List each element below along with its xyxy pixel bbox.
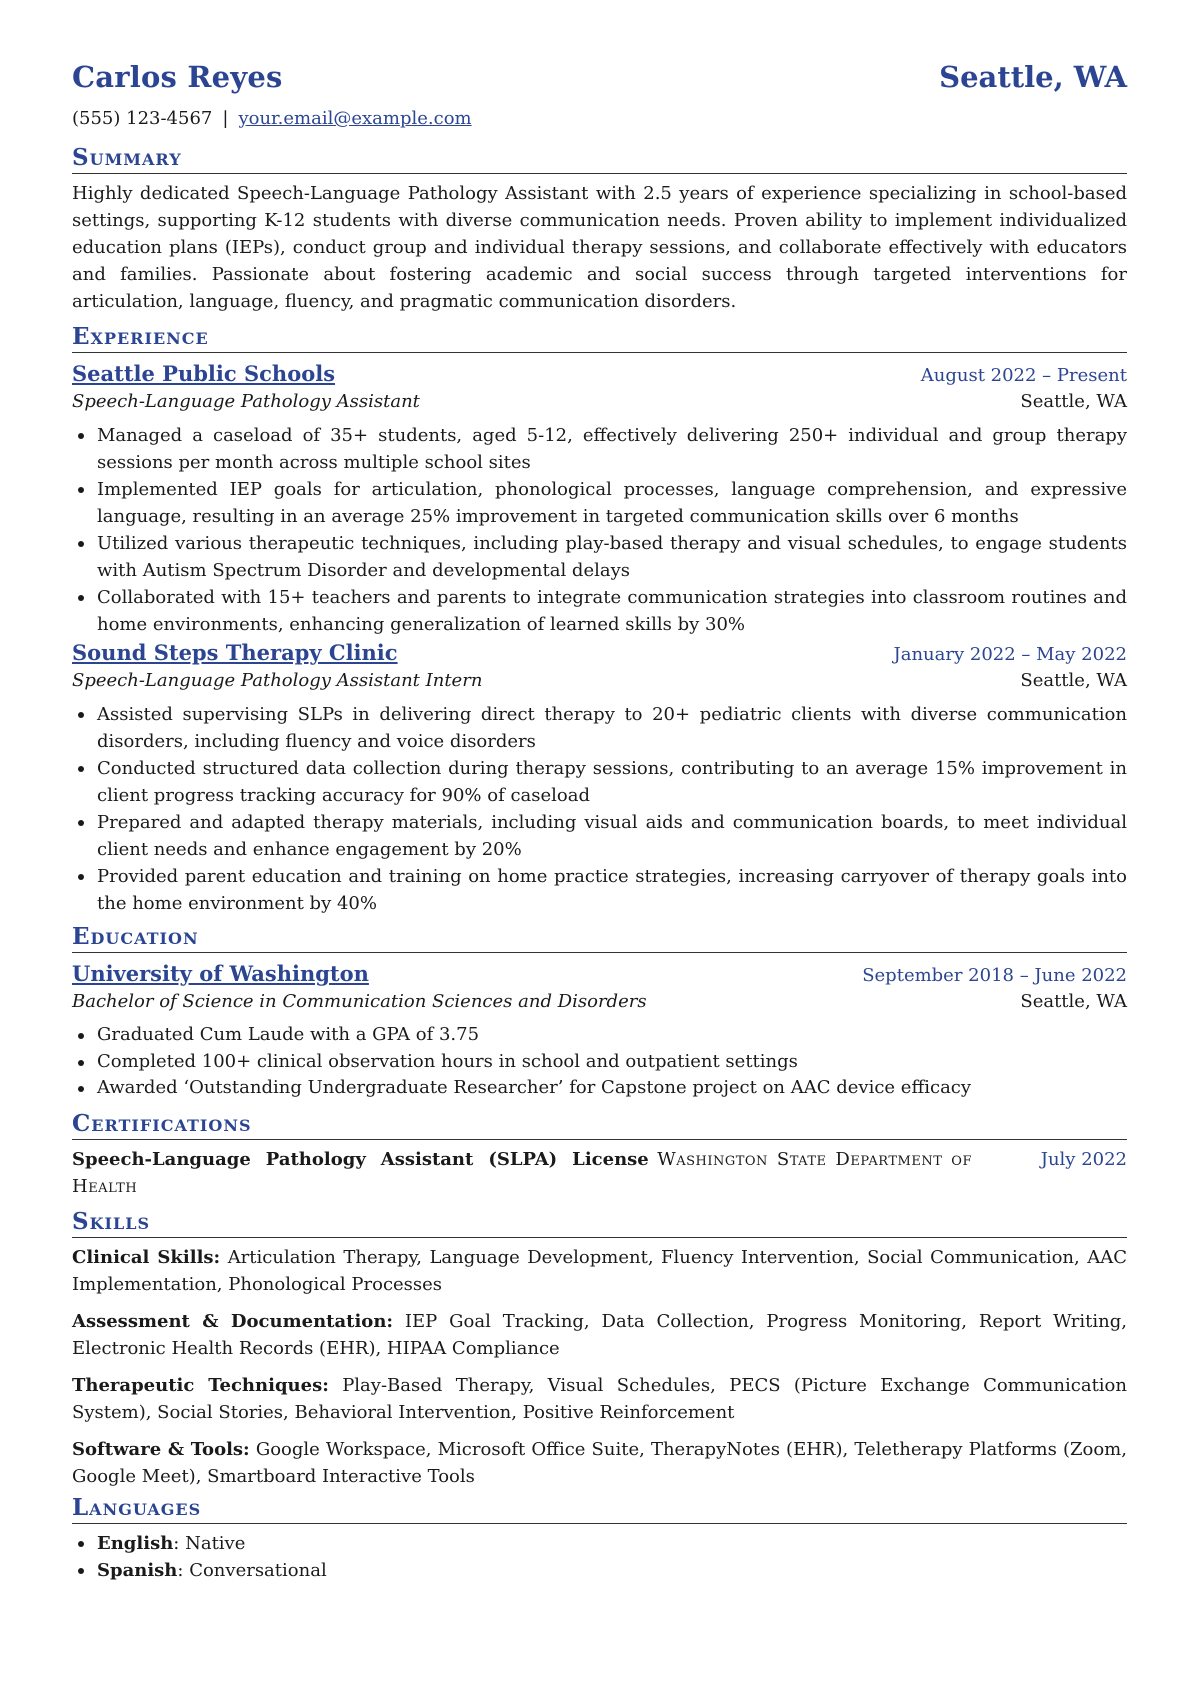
list-item: Prepared and adapted therapy materials, including visual aids and communication boards, to meet individual client needs and enhance engagement by 20% — [97, 809, 1127, 863]
job-dates: August 2022 – Present — [920, 365, 1127, 386]
header-location: Seattle, WA — [939, 60, 1127, 94]
section-title-skills: Skills — [72, 1208, 1127, 1238]
list-item: Assisted supervising SLPs in delivering direct therapy to 20+ pediatric clients with diverse communication disorders, including fluency and voice disorders — [97, 701, 1127, 755]
certifications-section — [72, 1110, 1127, 1200]
job-bullets — [72, 422, 1127, 638]
skill-group-items: IEP Goal Tracking, Data Collection, Progress Monitoring, Report Writing, Electronic Health Records (EHR), HIPAA Compliance — [72, 1310, 1127, 1359]
list-item: Graduated Cum Laude with a GPA of 3.75 — [97, 1022, 1127, 1049]
section-title-languages: Languages — [72, 1494, 1127, 1524]
skill-group-label: Clinical Skills: — [72, 1246, 221, 1268]
list-item: Implemented IEP goals for articulation, phonological processes, language comprehension, and expressive language, resulting in an average 25% improvement in targeted communication skills over 6 months — [97, 476, 1127, 530]
job-entry — [72, 359, 1127, 638]
language-name: Spanish — [97, 1559, 178, 1581]
job-role: Speech-Language Pathology Assistant Intern — [72, 670, 483, 691]
skill-group-items: Play-Based Therapy, Visual Schedules, PECS (Picture Exchange Communication System), Social Stories, Behavioral Intervention, Positive Reinforcement — [72, 1374, 1127, 1423]
resume-header — [72, 60, 1127, 104]
skill-group-items: Articulation Therapy, Language Development, Fluency Intervention, Social Communication, AAC Implementation, Phonological Processes — [72, 1246, 1127, 1295]
skill-group-label: Therapeutic Techniques: — [72, 1374, 329, 1396]
list-item: Utilized various therapeutic techniques, including play-based therapy and visual schedules, to engage students with Autism Spectrum Disorder and developmental delays — [97, 530, 1127, 584]
job-entry — [72, 638, 1127, 917]
languages-list — [72, 1530, 1127, 1584]
section-title-education: Education — [72, 923, 1127, 953]
contact-line — [72, 108, 1127, 136]
email-link[interactable]: your.email@example.com — [238, 108, 472, 129]
list-item: Completed 100+ clinical observation hours in school and outpatient settings — [97, 1049, 1127, 1076]
degree-name: Bachelor of Science in Communication Sciences and Disorders — [72, 991, 647, 1012]
job-role: Speech-Language Pathology Assistant — [72, 391, 420, 412]
job-bullets — [72, 701, 1127, 917]
skill-group — [72, 1244, 1127, 1298]
skill-group — [72, 1308, 1127, 1362]
skills-section — [72, 1208, 1127, 1490]
language-name: English — [97, 1532, 174, 1554]
language-level: : Native — [173, 1532, 246, 1554]
education-section — [72, 923, 1127, 1102]
certification-entry — [72, 1146, 1127, 1200]
skill-group — [72, 1372, 1127, 1426]
contact-separator: | — [222, 108, 229, 129]
section-title-certifications: Certifications — [72, 1110, 1127, 1140]
education-location: Seattle, WA — [1020, 991, 1127, 1012]
job-location: Seattle, WA — [1020, 670, 1127, 691]
language-level: : Conversational — [177, 1559, 327, 1581]
section-title-summary: Summary — [72, 144, 1127, 174]
job-org[interactable]: Seattle Public Schools — [72, 361, 336, 386]
list-item — [97, 1557, 1127, 1584]
list-item — [97, 1530, 1127, 1557]
skill-group-items: Google Workspace, Microsoft Office Suite, TherapyNotes (EHR), Teletherapy Platforms (Zoom, Google Meet), Smartboard Interactive Tools — [72, 1438, 1127, 1487]
list-item: Provided parent education and training on home practice strategies, increasing carryover of therapy goals into the home environment by 40% — [97, 863, 1127, 917]
list-item: Managed a caseload of 35+ students, aged 5-12, effectively delivering 250+ individual and group therapy sessions per month across multiple school sites — [97, 422, 1127, 476]
summary-text: Highly dedicated Speech-Language Pathology Assistant with 2.5 years of experience specializing in school-based settings, supporting K-12 students with diverse communication needs. Proven ability to implement individualized education plans (IEPs), conduct group and individual therapy sessions, and collaborate effectively with educators and families. Passionate about fostering academic and social success through targeted interventions for articulation, language, fluency, and pragmatic communication disorders. — [72, 183, 1127, 312]
education-dates: September 2018 – June 2022 — [862, 965, 1127, 986]
certification-name: Speech-Language Pathology Assistant (SLPA) License — [72, 1148, 649, 1170]
phone-number: (555) 123-4567 — [72, 108, 213, 129]
summary-section — [72, 144, 1127, 315]
resume-page — [72, 60, 1127, 1584]
section-title-experience: Experience — [72, 323, 1127, 353]
skill-group-label: Assessment & Documentation: — [72, 1310, 394, 1332]
list-item: Awarded ‘Outstanding Undergraduate Researcher’ for Capstone project on AAC device efficacy — [97, 1075, 1127, 1102]
list-item: Collaborated with 15+ teachers and parents to integrate communication strategies into classroom routines and home environments, enhancing generalization of learned skills by 30% — [97, 584, 1127, 638]
certification-issuer: Washington State Department of Health — [72, 1148, 972, 1197]
candidate-name: Carlos Reyes — [72, 60, 283, 94]
job-org[interactable]: Sound Steps Therapy Clinic — [72, 640, 398, 665]
certification-date: July 2022 — [1040, 1148, 1127, 1170]
school-name[interactable]: University of Washington — [72, 961, 369, 986]
experience-section — [72, 323, 1127, 917]
job-location: Seattle, WA — [1020, 391, 1127, 412]
job-dates: January 2022 – May 2022 — [893, 644, 1127, 665]
list-item: Conducted structured data collection during therapy sessions, contributing to an average 15% improvement in client progress tracking accuracy for 90% of caseload — [97, 755, 1127, 809]
skill-group — [72, 1436, 1127, 1490]
languages-section — [72, 1494, 1127, 1584]
skill-group-label: Software & Tools: — [72, 1438, 250, 1460]
education-bullets — [72, 1022, 1127, 1102]
